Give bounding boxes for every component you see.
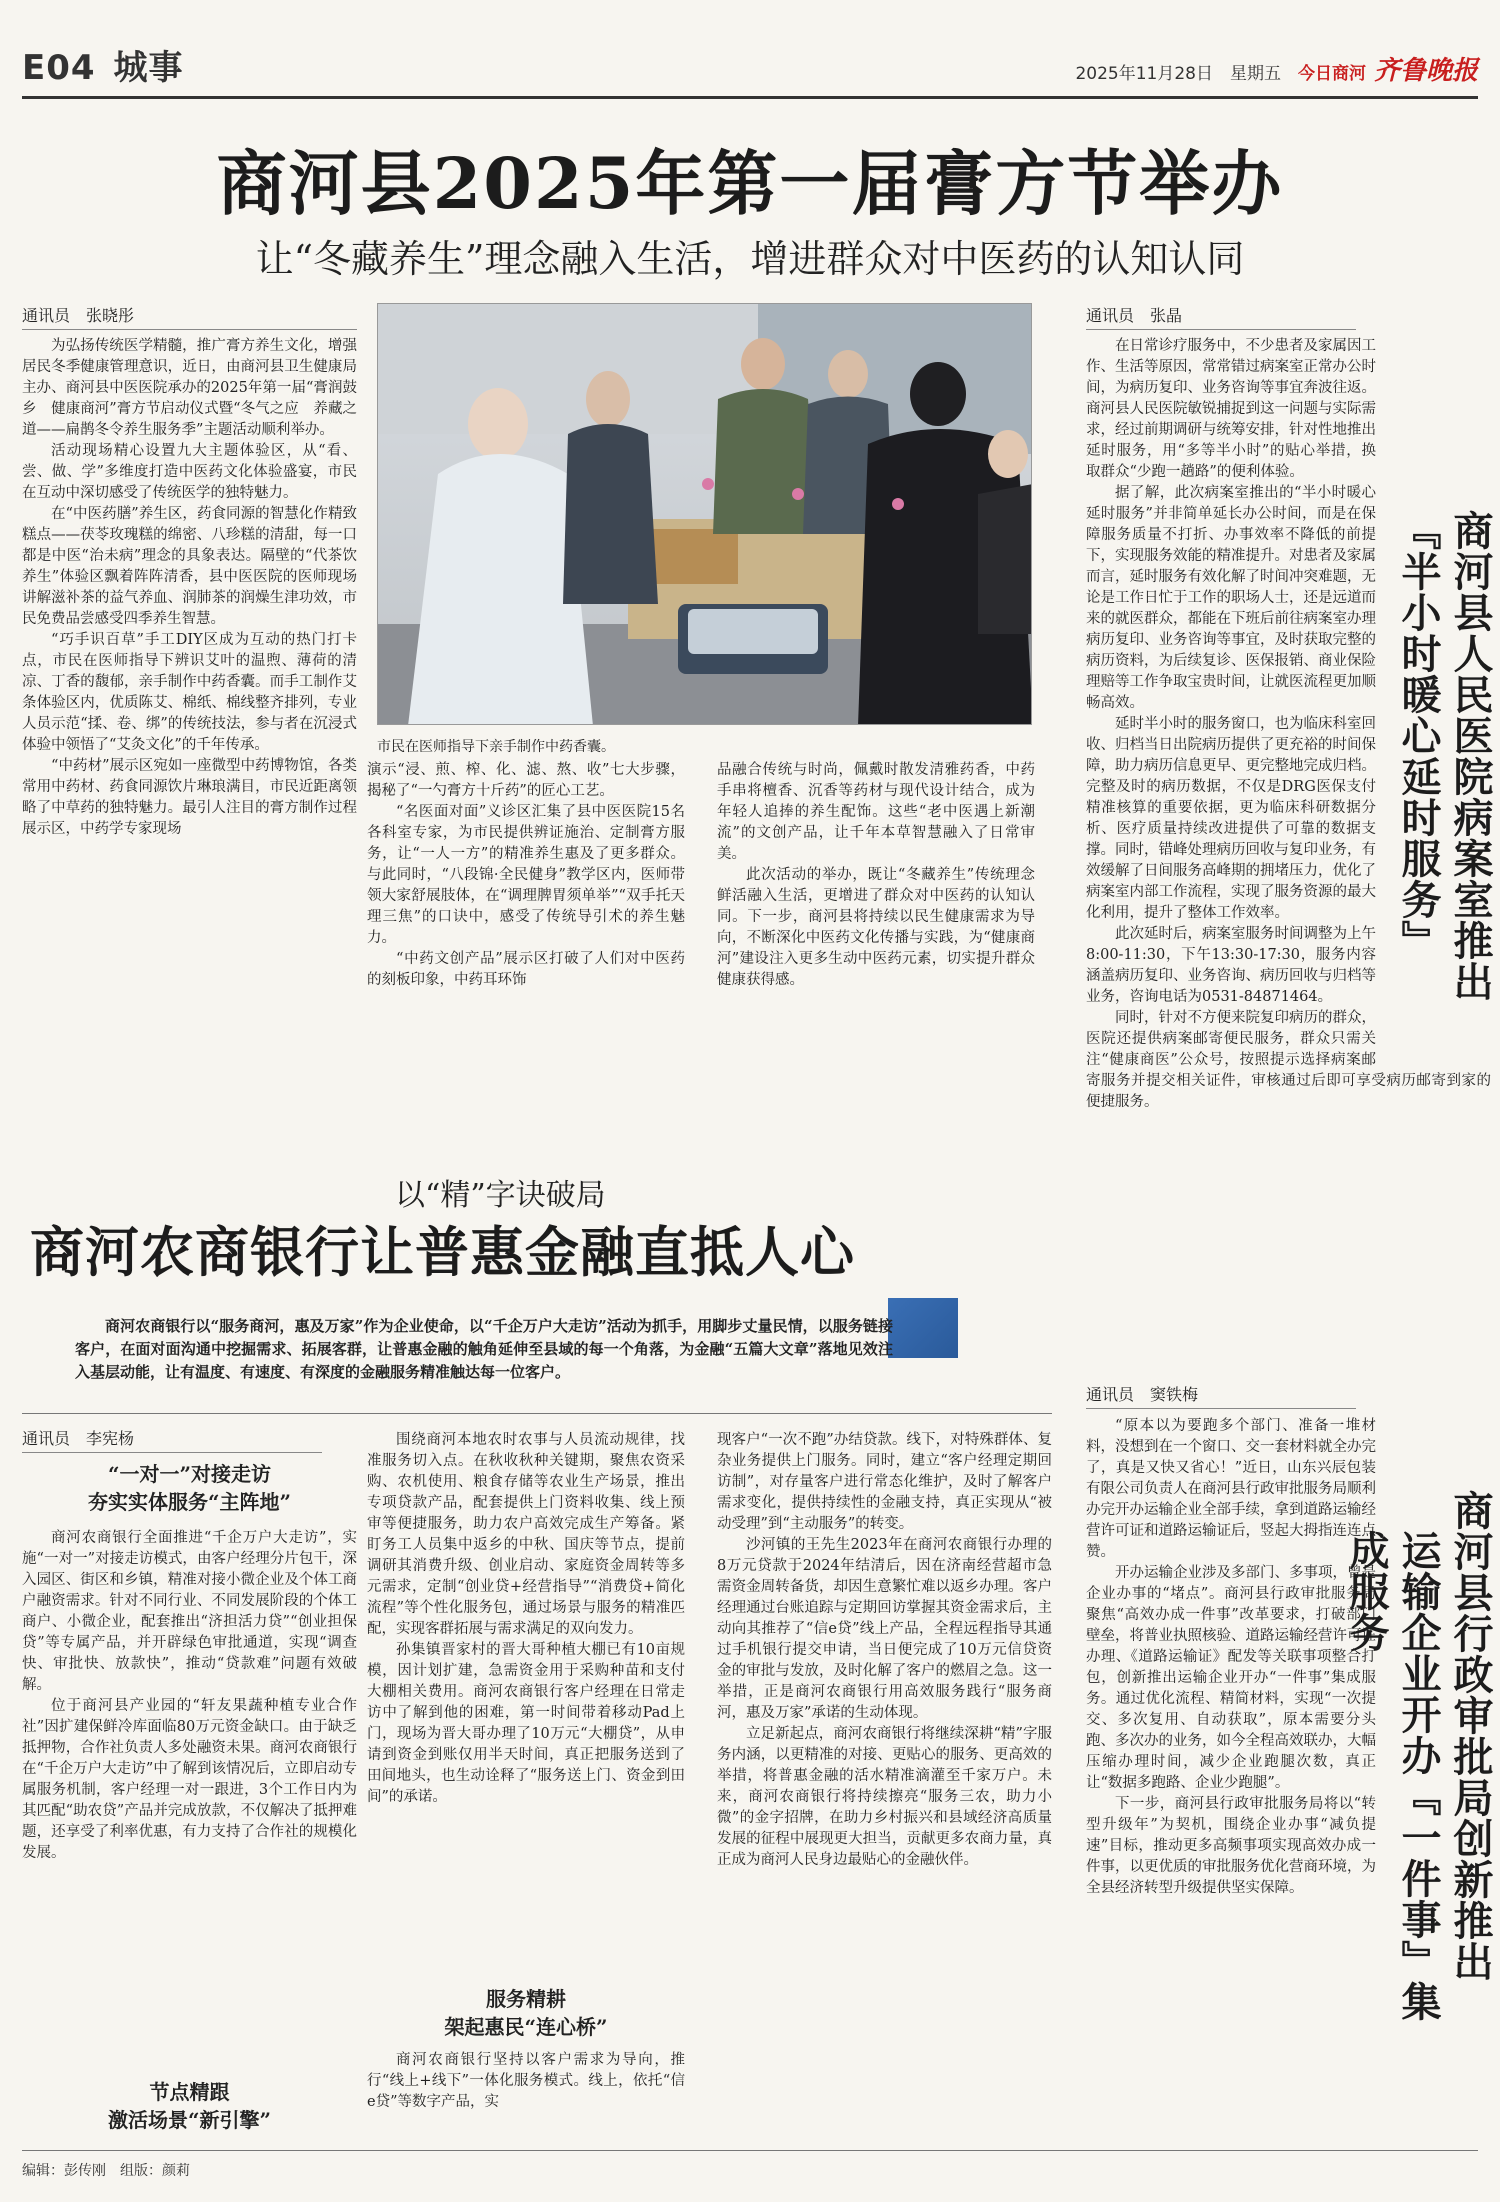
weekday: 星期五 <box>1229 64 1281 84</box>
hospital-byline: 通讯员 张晶 <box>1086 303 1356 330</box>
lead-byline: 通讯员 张晓彤 <box>22 303 357 330</box>
bank-byline: 通讯员 李宪杨 <box>22 1426 322 1453</box>
paragraph: “中药材”展示区宛如一座微型中药博物馆，各类常用中药材、药食同源饮片琳琅满目，市民近距离领略了中草药的独特魅力。最引人注目的膏方制作过程展示区，中药学专家现场 <box>22 758 357 837</box>
paragraph: 商河农商银行坚持以客户需求为导向，推行“线上+线下”一体化服务模式。线上，依托“信e贷”等数字产品，实 <box>367 2052 685 2110</box>
paragraph: 据了解，此次病案室推出的“半小时暖心延时服务”并非简单延长办公时间，而是在保障服务质量不打折、办事效率不降低的前提下，实现服务效能的精准提升。对患者及家属而言，延时服务有效化解了时间冲突难题，无论是工作日忙于工作的职场人士，还是远道而来的就医群众，都能在下班后前往病案室办理病历复印、业务咨询等事宜，及时获取完整的病历资料，为后续复诊、医保报销、商业保险理赔等工作争取宝贵时间，让就医流程更加顺畅高效。 <box>1086 485 1376 711</box>
lead-headline: 商河县2025年第一届膏方节举办 <box>216 142 1284 225</box>
page-code: E04 <box>22 48 96 88</box>
admin-title-box <box>1343 1490 1496 2050</box>
editor-credits: 编辑：彭传刚 组版：颜莉 <box>22 2163 190 2179</box>
photo-caption: 市民在医师指导下亲手制作中药香囊。 <box>377 739 615 755</box>
admin-headline-1: 商河县行政审批局创新推出 <box>1447 1490 1494 1982</box>
paragraph: 活动现场精心设置九大主题体验区，从“看、尝、做、学”多维度打造中医药文化体验盛宴，市民在互动中深切感受了传统医学的独特魅力。 <box>22 443 357 501</box>
paragraph: 现客户“一次不跑”办结贷款。线下，对特殊群体、复杂业务提供上门服务。同时，建立“客户经理定期回访制”，对存量客户进行常态化维护，及时了解客户需求变化，提供持续性的金融支持，真正实现从“被动受理”到“主动服务”的转变。 <box>717 1432 1052 1532</box>
bank-column-3 <box>717 1430 1052 2140</box>
paragraph: 沙河镇的王先生2023年在商河农商银行办理的8万元贷款于2024年结清后，因在济南经营超市急需资金周转备货，却因生意繁忙难以返乡办理。客户经理通过台账追踪与定期回访掌握其资金需求后，主动向其推荐了“信e贷”线上产品，全程远程指导其通过手机银行提交申请，当日便完成了10万元信贷资金的审批与发放，及时化解了客户的燃眉之急。这一举措，正是商河农商银行用高效服务践行“服务商河，惠及万家”承诺的生动体现。 <box>717 1537 1052 1721</box>
footer-rule <box>22 2150 1478 2151</box>
paragraph: 商河农商银行全面推进“千企万户大走访”，实施“一对一”对接走访模式，由客户经理分片包干，深入园区、街区和乡镇，精准对接小微企业及个体工商户融资需求。针对不同行业、不同发展阶段的个体工商户、小微企业，配套推出“济担活力贷”“创业担保贷”等专属产品，并开辟绿色审批通道，实现“调查快、审批快、放款快”，推动“贷款难”问题有效破解。 <box>22 1530 357 1693</box>
paragraph: 同时，针对不方便来院复印病历的群众，医院还提供病案邮寄便民服务，群众只需关注“健康商医”公众号，按照提示选择病案邮寄服务并提交相关证件，审核通过后即可享受病历邮寄到家的便捷服务。 <box>1086 1010 1491 1110</box>
bank-separator <box>22 1413 1052 1414</box>
paragraph: “巧手识百草”手工DIY区成为互动的热门打卡点，市民在医师指导下辨识艾叶的温煦、薄荷的清凉、丁香的馥郁，亲手制作中药香囊。而手工制作艾条体验区内，优质陈艾、棉纸、棉线整齐排列，专业人员示范“揉、卷、绑”的传统技法，参与者在沉浸式体验中领悟了“艾灸文化”的千年传承。 <box>22 632 357 753</box>
hospital-headline-1: 商河县人民医院病案室推出 <box>1447 510 1494 1002</box>
photo-illustration <box>378 304 1032 725</box>
paragraph: 立足新起点，商河农商银行将继续深耕“精”字服务内涵，以更精准的对接、更贴心的服务、更高效的举措，将普惠金融的活水精准滴灌至千家万户。未来，商河农商银行将持续擦亮“服务三农，助力小微”的金字招牌，在助力乡村振兴和县域经济高质量发展的征程中展现更大担当，贡献更多农商力量，真正成为商河人民身边最贴心的金融伙伴。 <box>717 1726 1052 1868</box>
paper-logo: 齐鲁晚报 <box>1373 56 1478 86</box>
issue-date: 2025年11月28日 <box>1075 64 1213 84</box>
paragraph: 孙集镇晋家村的晋大哥种植大棚已有10亩规模，因计划扩建，急需资金用于采购种苗和支付大棚相关费用。商河农商银行客户经理在日常走访中了解到他的困难，第一时间带着移动Pad上门，现场为晋大哥办理了10万元“大棚贷”，从申请到资金到账仅用半天时间，真正把服务送到了田间地头，也生动诠释了“服务送上门、资金到田间”的承诺。 <box>367 1642 685 1805</box>
paragraph: 品融合传统与时尚，佩戴时散发清雅药香，中药手串将檀香、沉香等药材与现代设计结合，成为年轻人追捧的养生配饰。这些“老中医遇上新潮流”的文创产品，让千年本草智慧融入了日常审美。 <box>717 762 1035 862</box>
hospital-title-box <box>1386 510 1496 1070</box>
paragraph: 开办运输企业涉及多部门、多事项，曾是企业办事的“堵点”。商河县行政审批服务局聚焦“高效办成一件事”改革要求，打破部门壁垒，将普业执照核验、道路运输经营许可证办理、《道路运输证》配发等关联事项整合打包，创新推出运输企业开办“一件事”集成服务。通过优化流程、精简材料，实现“一次提交、多次复用、自动获取”，原本需要分头跑、多次办的业务，如今全程高效联办，大幅压缩办理时间，减少企业跑腿次数，真正让“数据多跑路、企业少跑腿”。 <box>1086 1565 1376 1791</box>
paragraph: 演示“浸、煎、榨、化、滤、熬、收”七大步骤，揭秘了“一勺膏方十斤药”的匠心工艺。 <box>367 762 685 799</box>
admin-headline-2: 运输企业开办『一件事』集成服务 <box>1343 1530 1442 2022</box>
hospital-headline-2: 『半小时暖心延时服务』 <box>1395 510 1442 961</box>
paragraph: “名医面对面”义诊区汇集了县中医医院15名各科室专家，为市民提供辨证施治、定制膏方服务，让“一人一方”的精准养生惠及了更多群众。与此同时，“八段锦·全民健身”教学区内，医师带领大家舒展肢体，在“调理脾胃须单举”“双手托天理三焦”的口诀中，感受了传统导引术的养生魅力。 <box>367 804 685 946</box>
bank-lead: 商河农商银行以“服务商河，惠及万家”作为企业使命，以“千企万户大走访”活动为抓手，用脚步丈量民情，以服务链接客户，在面对面沟通中挖掘需求、拓展客群，让普惠金融的触角延伸至县域的每一个角落，为金融“五篇大文章”落地见效注入基层动能，让有温度、有速度、有深度的金融服务精准触达每一位客户。 <box>75 1317 893 1381</box>
paragraph: 在日常诊疗服务中，不少患者及家属因工作、生活等原因，常常错过病案室正常办公时间，为病历复印、业务咨询等事宜奔波往返。商河县人民医院敏锐捕捉到这一问题与实际需求，经过前期调研与统筹安排，针对性地推出延时服务，用“多等半小时”的贴心举措，换取群众“少跑一趟路”的便利体验。 <box>1086 338 1376 480</box>
edition-name: 今日商河 <box>1297 64 1366 84</box>
lead-column-2 <box>367 760 685 1190</box>
lead-column-3 <box>717 760 1035 1190</box>
paragraph: “原本以为要跑多个部门、准备一堆材料，没想到在一个窗口、交一套材料就全办完了，真是又快又省心！”近日，山东兴辰包装有限公司负责人在商河县行政审批服务局顺利办完开办运输企业全部手续，拿到道路运输经营许可证和道路运输证后，竖起大拇指连连点赞。 <box>1086 1418 1376 1560</box>
bank-subhead-1: “一对一”对接走访 夯实实体服务“主阵地” <box>87 1462 291 1514</box>
lead-subheadline: 让“冬藏养生”理念融入生活，增进群众对中医药的认知认同 <box>255 237 1245 281</box>
paragraph: 围绕商河本地农时农事与人员流动规律，找准服务切入点。在秋收秋种关键期，聚焦农资采购、农机使用、粮食存储等农业生产场景，推出专项贷款产品，配套提供上门资料收集、线上预审等便捷服务，助力农户高效完成生产筹备。紧盯务工人员集中返乡的中秋、国庆等节点，提前调研其消费升级、创业启动、家庭资金周转等多元需求，定制“创业贷+经营指导”“消费贷+简化流程”等个性化服务包，通过场景与服务的精准匹配，实现客群拓展与需求满足的双向发力。 <box>367 1432 685 1637</box>
bank-kicker: 以“精”字诀破局 <box>395 1178 606 1213</box>
header-rule <box>22 96 1478 99</box>
paragraph: 延时半小时的服务窗口，也为临床科室回收、归档当日出院病历提供了更充裕的时间保障，助力病历信息更早、更完整地完成归档。完整及时的病历数据，不仅是DRG医保支付精准核算的重要依据，更为临床科研数据分析、医疗质量持续改进提供了可靠的数据支撑。同时，错峰处理病历回收与复印业务，有效缓解了日间服务高峰期的拥堵压力，优化了病案室内部工作流程，实现了服务资源的最大化利用，提升了整体工作效率。 <box>1086 716 1376 921</box>
page-section-header <box>22 40 202 89</box>
paragraph: 此次延时后，病案室服务时间调整为上午8:00-11:30，下午13:30-17:30，服务内容涵盖病历复印、业务咨询、病历回收与归档等业务，咨询电话为0531-84871464。 <box>1086 926 1376 1005</box>
paragraph: 下一步，商河县行政审批服务局将以“转型升级年”为契机，围绕企业办事“减负提速”目标，推动更多高频事项实现高效办成一件事，以更优质的审批服务优化营商环境，为全县经济转型升级提供坚实保障。 <box>1086 1796 1376 1896</box>
section-name: 城事 <box>113 48 184 88</box>
lead-column-1 <box>22 336 357 1190</box>
bank-column-2 <box>367 1430 685 1970</box>
admin-byline: 通讯员 窦铁梅 <box>1086 1382 1356 1409</box>
bank-subhead-2: 节点精跟 激活场景“新引擎” <box>107 2080 271 2132</box>
festival-photo <box>377 303 1032 725</box>
bank-headline: 商河农商银行让普惠金融直抵人心 <box>30 1220 855 1284</box>
paragraph: 此次活动的举办，既让“冬藏养生”传统理念鲜活融入生活，更增进了群众对中医药的认知认同。下一步，商河县将持续以民生健康需求为导向，不断深化中医药文化传播与实践，为“健康商河”建设注入更多生动中医药元素，切实提升群众健康获得感。 <box>717 867 1035 988</box>
bank-column-1 <box>22 1528 357 2064</box>
paragraph: “中药文创产品”展示区打破了人们对中医药的刻板印象，中药耳环饰 <box>367 951 685 988</box>
bank-column-2b <box>367 2050 685 2140</box>
paragraph: 为弘扬传统医学精髓，推广膏方养生文化，增强居民冬季健康管理意识，近日，由商河县卫生健康局主办、商河县中医医院承办的2025年第一届“膏润鼓乡 健康商河”膏方节启动仪式暨“冬气之应 养藏之道——扁鹊冬令养生服务季”主题活动顺利举办。 <box>22 338 357 438</box>
paragraph: 在“中医药膳”养生区，药食同源的智慧化作精致糕点——茯苓玫瑰糕的绵密、八珍糕的清甜，每一口都是中医“治未病”理念的具象表达。隔壁的“代茶饮养生”体验区飘着阵阵清香，县中医医院的医师现场讲解滋补茶的益气养血、润肺茶的润燥生津功效，市民免费品尝感受四季养生智慧。 <box>22 506 357 627</box>
bank-subhead-3: 服务精耕 架起惠民“连心桥” <box>444 1987 608 2039</box>
decorative-blue-block <box>888 1298 958 1358</box>
masthead-info <box>1075 50 1478 87</box>
paragraph: 位于商河县产业园的“轩友果蔬种植专业合作社”因扩建保鲜冷库面临80万元资金缺口。由于缺乏抵押物，合作社负责人多处融资未果。商河农商银行在“千企万户大走访”中了解到该情况后，立即启动专属服务机制，客户经理一对一跟进，3个工作日内为其匹配“助农贷”产品并完成放款，不仅解决了抵押难题，还享受了利率优惠，有力支持了合作社的规模化发展。 <box>22 1698 357 1861</box>
